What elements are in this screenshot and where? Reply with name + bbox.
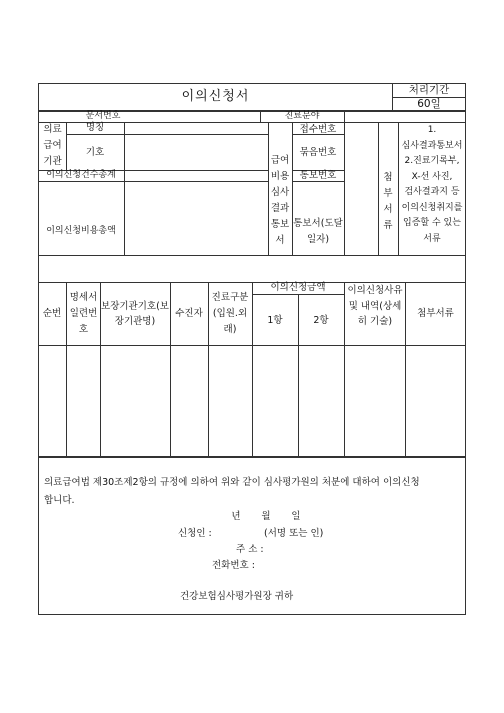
date-year-label: 년: [231, 511, 241, 522]
phone-input[interactable]: [280, 557, 430, 571]
col-appeal-amount: 이의신청금액: [270, 282, 326, 293]
date-day-label: 일: [291, 511, 301, 522]
phone-label: 전화번호 :: [212, 560, 255, 571]
address-label: 주 소 :: [236, 544, 264, 555]
notice-number-label: 통보번호: [299, 170, 337, 181]
bundle-number-label: 묶음번호: [299, 147, 337, 158]
col-reason: 이의신청사유 및 내역(상세히 기술): [347, 285, 403, 327]
col-care-type: 진료구분(입원.외래): [211, 292, 249, 335]
col-seq: 순번: [42, 308, 62, 319]
institution-name-input[interactable]: [125, 123, 267, 133]
col-item1: 1항: [267, 315, 283, 326]
total-cases-input[interactable]: [125, 171, 267, 181]
signature-label: (서명 또는 인): [264, 528, 324, 539]
institution-code-input[interactable]: [125, 135, 267, 169]
processing-period-label: 처리기간: [408, 84, 450, 96]
total-amount-label: 이의신청비용총액: [46, 226, 116, 236]
medical-field-input[interactable]: [345, 112, 465, 122]
declaration-text: 의료급여법 제30조제2항의 규정에 의하여 위와 같이 심사평가원의 처분에 대하여 이의신청합니다.: [44, 477, 420, 506]
col-statement-serial: 명세서일련번호: [69, 292, 98, 335]
applicant-label: 신청인 :: [178, 528, 212, 539]
col-attachments: 첨부서류: [417, 308, 454, 319]
notice-arrival-date-label: 통보서(도달일자): [293, 218, 343, 245]
cost-review-notice-label: 급여비용심사결과통보서: [270, 155, 290, 246]
col-recipient: 수진자: [175, 308, 203, 319]
total-cases-label: 이의신청건수총계: [46, 170, 116, 180]
date-input[interactable]: [200, 508, 310, 522]
name-label: 명칭: [85, 122, 105, 133]
attachments-description: 1.심사결과통보서 2.진료기록부, X-선 사진, 검사결과지 등 이의신청취지를 입증할 수 있는 서류: [401, 125, 463, 244]
medical-field-label: 진료분야: [284, 111, 320, 121]
col-institution-code: 보장기관기호(보장기관명): [101, 301, 169, 327]
attachments-label: 첨부서류: [383, 172, 393, 231]
addressee: 건강보험심사평가원장 귀하: [180, 591, 294, 602]
applicant-input[interactable]: [220, 525, 262, 539]
receipt-number-input[interactable]: [345, 123, 377, 253]
code-label: 기호: [85, 147, 105, 158]
table-body[interactable]: [39, 346, 465, 456]
total-amount-input[interactable]: [125, 182, 267, 254]
form-title: 이의신청서: [181, 89, 250, 104]
institution-label: 의료급여기관: [43, 124, 62, 167]
address-input[interactable]: [290, 541, 440, 555]
date-month-label: 월: [261, 511, 271, 522]
receipt-number-label: 접수번호: [299, 124, 337, 135]
col-item2: 2항: [313, 315, 329, 326]
processing-period-value: 60일: [417, 98, 441, 110]
doc-number-label: 문서번호: [85, 111, 121, 121]
